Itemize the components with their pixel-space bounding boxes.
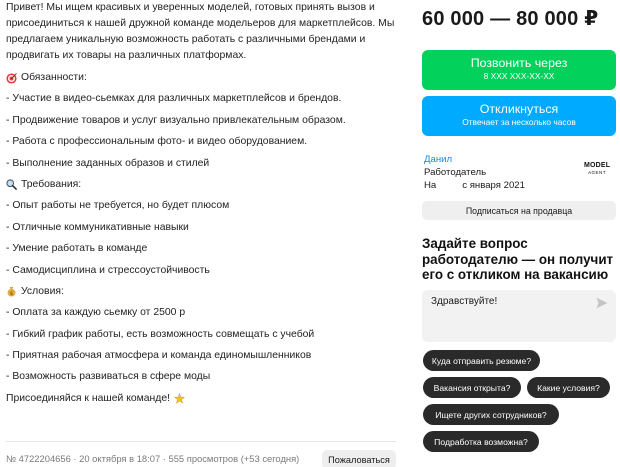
call-button-label: Позвонить через (470, 56, 568, 70)
seller-since-prefix: На (424, 180, 437, 191)
ask-question-title: Задайте вопрос работодателю — он получит его с откликом на вакансию (422, 236, 614, 283)
conditions-heading (6, 284, 398, 300)
listing-meta: № 4722204656 · 20 октября в 18:07 · 555 просмотров (+53 сегодня) (6, 453, 300, 464)
message-input[interactable] (431, 296, 591, 307)
logo-line2: AGENT (588, 170, 606, 175)
magnifier-icon (6, 179, 17, 190)
logo-line1: MODEL (584, 162, 611, 169)
quick-question-chip[interactable]: Ищете других сотрудников? (423, 404, 559, 425)
seller-since (424, 179, 614, 192)
conditions-header-text: Условия: (21, 285, 64, 297)
duties-header-text: Обязанности: (21, 72, 87, 83)
duty-item: - Работа с профессиональным фото- и видео оборудованием. (6, 136, 308, 148)
respond-button[interactable] (422, 96, 616, 136)
call-button-phone: 8 XXX XXX-XX-XX (483, 71, 555, 81)
duty-item: - Продвижение товаров и услуг визуально привлекательным образом. (6, 114, 346, 126)
vacancy-description (6, 0, 398, 412)
requirement-item: - Опыт работы не требуется, но будет плюсом (6, 200, 230, 212)
requirement-item: - Отличные коммуникативные навыки (6, 221, 189, 233)
duties-heading (6, 70, 398, 86)
intro-text: Привет! Мы ищем красивых и уверенных моделей, готовых принять вызов и присоединиться к нашей дружной команде модельеров для маркетплейсов. Мы предлагаем уникальную возможность работать с различными брендами и продвигать их товары на различных платформах. (6, 2, 395, 61)
condition-item: - Оплата за каждую сьемку от 2500 р (6, 307, 186, 319)
salary-price: 60 000 — 80 000 ₽ (422, 8, 599, 30)
quick-question-chip[interactable]: Подработка возможна? (423, 431, 539, 452)
complain-button[interactable]: Пожаловаться (322, 450, 396, 467)
money-bag-icon (6, 286, 17, 297)
seller-logo[interactable] (584, 162, 610, 176)
call-button[interactable] (422, 50, 616, 90)
condition-item: - Приятная рабочая атмосфера и команда единомышленников (6, 350, 312, 362)
requirements-header-text: Требования: (21, 178, 82, 190)
listing-footer (6, 441, 396, 465)
respond-button-sub: Отвечает за несколько часов (462, 117, 576, 127)
requirements-heading (6, 177, 398, 193)
closing-line (6, 391, 398, 407)
message-box[interactable] (422, 290, 616, 342)
seller-role: Работодатель (424, 167, 487, 178)
condition-item: - Гибкий график работы, есть возможность совмещать с учебой (6, 328, 315, 340)
target-icon (6, 73, 17, 84)
sparkle-icon (174, 393, 185, 404)
requirement-item: - Самодисциплина и стрессоустойчивость (6, 264, 210, 276)
seller-name-link[interactable]: Данил (424, 154, 453, 165)
svg-text:$: $ (9, 291, 14, 298)
duty-item: - Участие в видео-сьемках для различных маркетплейсов и брендов. (6, 93, 342, 105)
quick-question-chip[interactable]: Куда отправить резюме? (423, 350, 540, 371)
closing-text: Присоединяйся к нашей команде! (6, 392, 171, 404)
quick-question-chip[interactable]: Вакансия открыта? (423, 377, 521, 398)
quick-question-chip[interactable]: Какие условия? (527, 377, 610, 398)
duty-item: - Выполнение заданных образов и стилей (6, 157, 210, 169)
seller-since-date: с января 2021 (462, 180, 525, 191)
condition-item: - Возможность развиваться в сфере моды (6, 371, 211, 383)
subscribe-button[interactable]: Подписаться на продавца (422, 201, 616, 220)
send-icon[interactable] (596, 297, 608, 309)
requirement-item: - Умение работать в команде (6, 243, 148, 255)
respond-button-label: Откликнуться (479, 102, 559, 116)
